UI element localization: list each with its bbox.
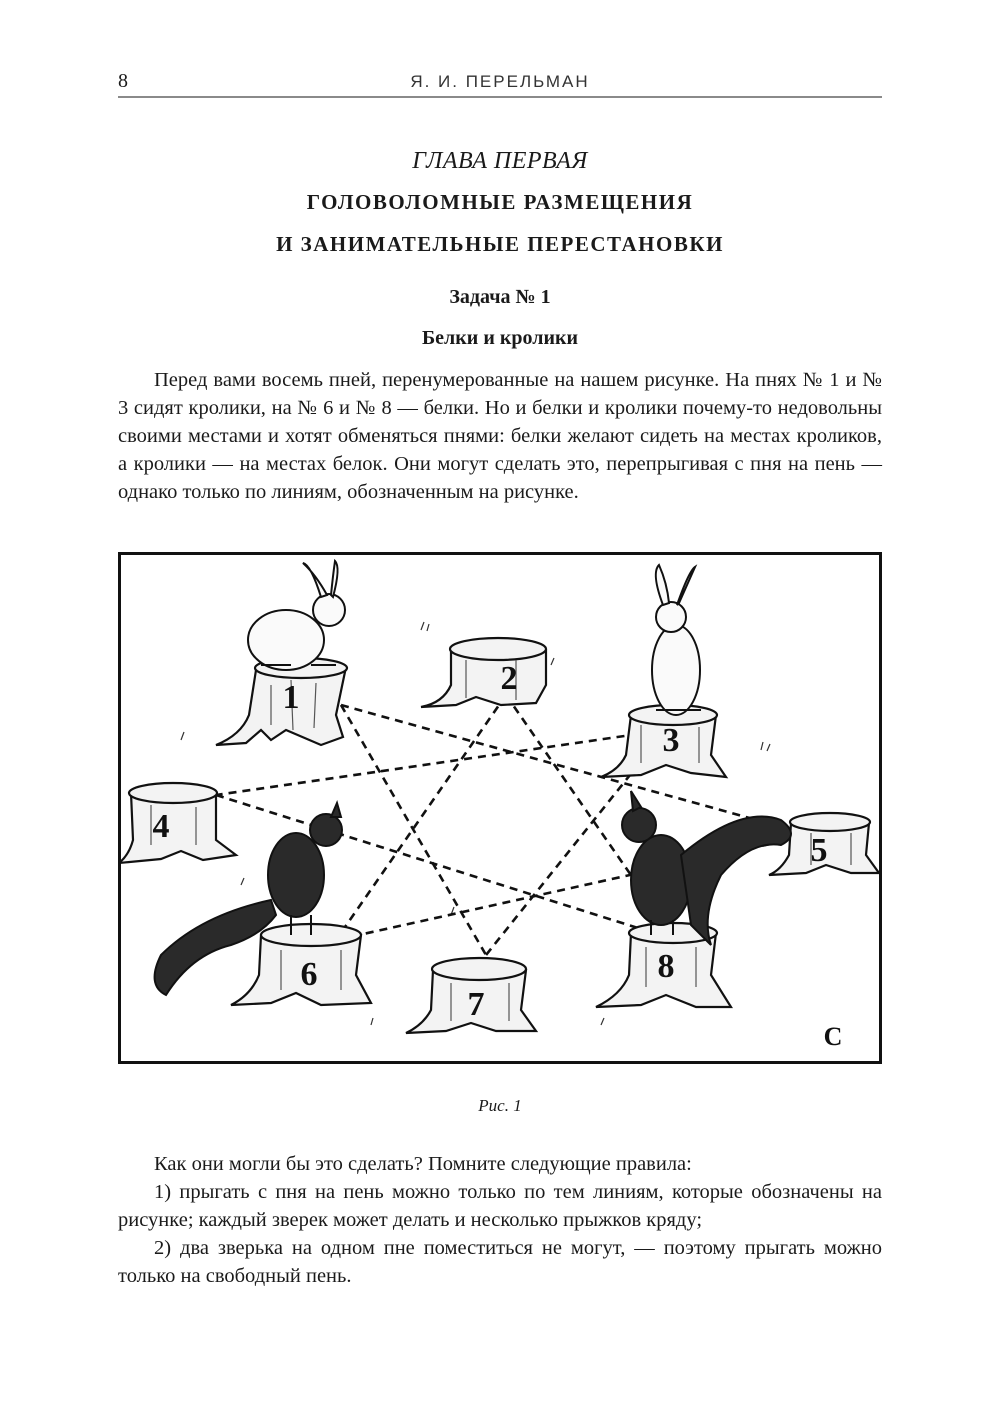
- rabbit-1: [248, 561, 345, 670]
- page-number: 8: [118, 70, 128, 92]
- intro-text: Перед вами восемь пней, перенумерованные на нашем рисунке. На пнях № 1 и № 3 сидят кролики, на № 6 и № 8 — белки. Но и белки и кролики почему-то недовольны своими местами и хотят обменяться пнями: белки желают сидеть на местах кроликов, а кролики — на местах белок. Они могут сделать это, перепрыгивая с пня на пень — однако только по линиям, обозначенным на рисунке.: [118, 369, 882, 503]
- running-head-author: Я. И. ПЕРЕЛЬМАН: [410, 72, 590, 91]
- rabbit-3: [652, 565, 701, 715]
- stump-label-2: 2: [500, 660, 518, 697]
- rule-1: 1) прыгать с пня на пень можно только по тем линиям, которые обозначены на рисунке; каждый зверек может делать и несколько прыжков кряду;: [118, 1181, 882, 1231]
- rules-section: [118, 1150, 882, 1290]
- artist-signature: C: [823, 1022, 843, 1051]
- intro-paragraph: [118, 366, 882, 506]
- line-2-6: [336, 695, 506, 940]
- figure-stumps-illustration: [118, 552, 882, 1064]
- chapter-label: ГЛАВА ПЕРВАЯ: [412, 148, 588, 174]
- stump-label-1: 1: [282, 679, 300, 716]
- stump-2: [421, 638, 546, 707]
- rules-intro: Как они могли бы это сделать? Помните следующие правила:: [154, 1153, 692, 1175]
- running-head: [118, 64, 882, 98]
- stump-label-3: 3: [662, 722, 680, 759]
- line-1-7: [341, 705, 486, 955]
- stump-label-7: 7: [467, 986, 485, 1023]
- task-title: Белки и кролики: [421, 327, 579, 349]
- stump-label-8: 8: [657, 948, 675, 985]
- rule-2: 2) два зверька на одном пне поместиться не могут, — поэтому прыгать можно только на свободный пень.: [118, 1237, 882, 1287]
- stump-label-5: 5: [810, 832, 828, 869]
- chapter-title-line1: ГОЛОВОЛОМНЫЕ РАЗМЕЩЕНИЯ: [306, 190, 694, 214]
- line-1-5: [341, 705, 811, 835]
- line-3-4: [216, 730, 666, 795]
- task-number: Задача № 1: [449, 286, 551, 308]
- squirrel-8: [622, 791, 791, 945]
- stump-label-6: 6: [300, 956, 318, 993]
- chapter-title-line2: И ЗАНИМАТЕЛЬНЫЕ ПЕРЕСТАНОВКИ: [276, 232, 724, 256]
- figure-caption: Рис. 1: [478, 1096, 522, 1115]
- stump-label-4: 4: [152, 808, 170, 845]
- stump-1: [216, 658, 347, 745]
